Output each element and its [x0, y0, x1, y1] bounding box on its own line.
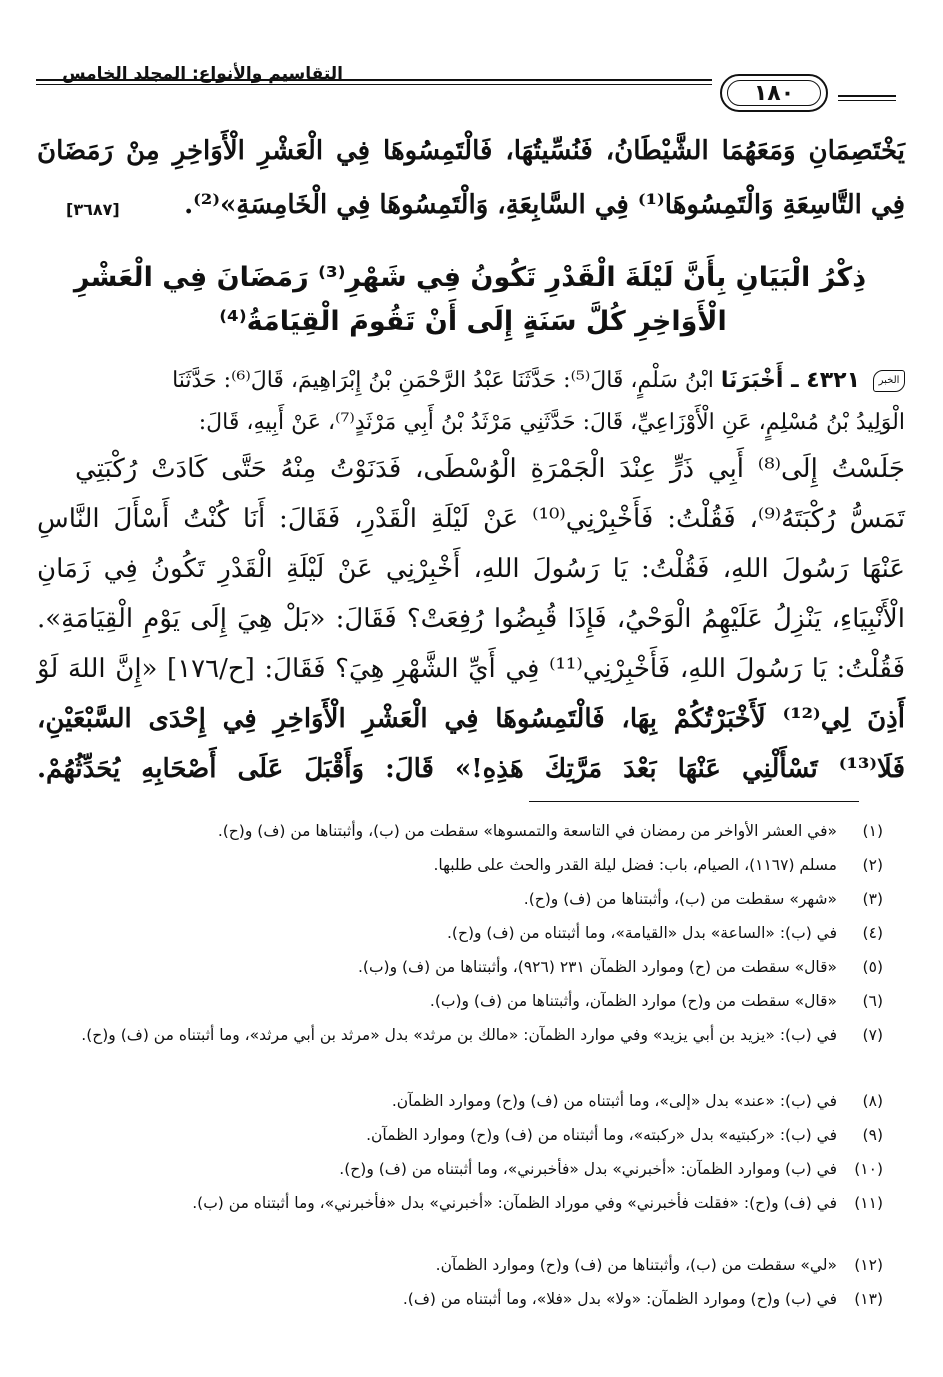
body-line: فِي التَّاسِعَةِ وَالْتَمِسُوهَا⁽¹⁾ فِي السَّابِعَةِ، وَالْتَمِسُوهَا فِي الْخَامِسَةِ»⁽²⁾.	[184, 190, 905, 220]
matn-line: أَذِنَ لِي⁽¹²⁾ لَأَخْبَرْتُكُمْ بِهَا، فَالْتَمِسُوهَا فِي الْعَشْرِ الْأَوَاخِرِ فِي إِحْدَى السَّبْعَيْنِ،	[37, 704, 905, 734]
matn-line: فَلَا⁽¹³⁾ تَسْأَلْنِي عَنْهَا بَعْدَ مَرَّتِكَ هَذِهِ!» قَالَ: وَأَقْبَلَ عَلَى أَصْحَابِهِ يُحَدِّثُهُمْ.	[37, 754, 905, 784]
footnote: (٩)في (ب): «ركبتيه» بدل «ركبته»، وما أثبتناه من (ف) و(ح) وموارد الظمآن.	[366, 1126, 883, 1144]
header-rule	[36, 79, 712, 81]
page-number-frame	[720, 74, 828, 112]
footnote: (٦)«قال» سقطت من و(ح) موارد الظمآن، وأثبتناها من (ف) و(ب).	[429, 992, 883, 1010]
header-rule	[838, 100, 896, 101]
matn-line: جَلَسْتُ إِلَى⁽⁸⁾ أَبِي ذَرٍّ عِنْدَ الْجَمْرَةِ الْوُسْطَى، فَدَنَوْتُ مِنْهُ حَتَّى كَادَتْ رُكْبَتِي	[75, 454, 905, 484]
footnote: (١٠)في (ب) وموارد الظمآن: «أخبرني» بدل «فأخبرني»، وما أثبتناه من (ف) و(ح).	[339, 1160, 883, 1178]
footnote: (٢)مسلم (١١٦٧)، الصيام، باب: فضل ليلة القدر والحث على طلبها.	[433, 856, 883, 874]
running-title: التقاسيم والأنواع: المجلد الخامس	[62, 64, 343, 84]
footnote: (٨)في (ب): «عند» بدل «إلى»، وما أثبتناه من (ف) و(ح) وموارد الظمآن.	[391, 1092, 883, 1110]
footnote: (٧)في (ب): «يزيد بن أبي يزيد» وفي موارد الظمآن: «مالك بن مرثد» بدل «مرثد بن أبي مرثد»، وما أثبتناه من (ف) و(ح).	[81, 1026, 883, 1044]
footnote: (١)«في العشر الأواخر من رمضان في التاسعة والتمسوها» سقطت من (ب)، وأثبتناها من (ف) و(ح).	[217, 822, 883, 840]
hadith-number: ٤٣٢١ ـ أَخْبَرَنَا	[720, 368, 860, 393]
isnad-line	[37, 368, 905, 393]
chapter-heading: الْأَوَاخِرِ كُلَّ سَنَةٍ إِلَى أَنْ تَقُومَ الْقِيَامَةُ⁽⁴⁾	[219, 306, 727, 337]
chapter-heading: ذِكْرُ الْبَيَانِ بِأَنَّ لَيْلَةَ الْقَدْرِ تَكُونُ فِي شَهْرِ⁽³⁾ رَمَضَانَ فِي الْعَشْرِ	[73, 262, 867, 293]
footnote: (٣)«شهر» سقطت من (ب)، وأثبتناها من (ف) و(ح).	[523, 890, 883, 908]
header-rule	[838, 95, 896, 97]
body-line: يَخْتَصِمَانِ وَمَعَهُمَا الشَّيْطَانُ، فَنُسِّيتُهَا، فَالْتَمِسُوهَا فِي الْعَشْرِ الْأَوَاخِرِ مِنْ رَمَضَانَ	[37, 136, 905, 166]
footnote: (١٢)«لي» سقطت من (ب)، وأثبتناها من (ف) و(ح) وموارد الظمآن.	[435, 1256, 883, 1274]
matn-line: الْأَنْبِيَاءِ، يَنْزِلُ عَلَيْهِمُ الْوَحْيُ، فَإِذَا قُبِضُوا رُفِعَتْ؟ فَقَالَ: «بَلْ هِيَ إِلَى يَوْمِ الْقِيَامَةِ».	[37, 604, 905, 634]
header-rule	[36, 84, 712, 85]
page-number: ١٨٠	[727, 80, 821, 106]
footnote: (١١)في (ف) و(ح): «فقلت فأخبرني» وفي موراد الظمآن: «أخبرني» بدل «فأخبرني»، وما أثبتناه من (ب).	[192, 1194, 883, 1212]
footnote: (٤)في (ب): «الساعة» بدل «القيامة»، وما أثبتناه من (ف) و(ح).	[446, 924, 883, 942]
hadith-reference: [٣٦٨٧]	[66, 200, 120, 219]
isnad-text: ابْنُ سَلْمٍ، قَالَ⁽⁵⁾: حَدَّثَنَا عَبْدُ الرَّحْمَنِ بْنُ إِبْرَاهِيمَ، قَالَ⁽⁶⁾: حَدَّثَنَا	[172, 368, 714, 393]
footnote: (١٣)في (ب) و(ح) وموارد الظمآن: «ولا» بدل «فلا»، وما أثبتناه من (ف).	[402, 1290, 883, 1308]
matn-line: تَمَسُّ رُكْبَتَهُ⁽⁹⁾، فَقُلْتُ: فَأَخْبِرْنِي⁽¹⁰⁾ عَنْ لَيْلَةِ الْقَدْرِ، فَقَالَ: أَنَا كُنْتُ أَسْأَلَ النَّاسِ	[37, 504, 905, 534]
matn-line: فَقُلْتُ: يَا رَسُولَ اللهِ، فَأَخْبِرْنِي⁽¹¹⁾ فِي أَيِّ الشَّهْرِ هِيَ؟ فَقَالَ: [ح/١٧٦] «إِنَّ اللهَ لَوْ	[37, 654, 906, 684]
isnad-line: الْوَلِيدُ بْنُ مُسْلِمٍ، عَنِ الْأَوْزَاعِيِّ، قَالَ: حَدَّثَنِي مَرْثَدُ بْنُ أَبِي مَرْثَدٍ⁽⁷⁾، عَنْ أَبِيهِ، قَالَ:	[198, 410, 905, 435]
footnote: (٥)«قال» سقطت من (ح) وموارد الظمآن ٢٣١ (٩٢٦)، وأثبتناها من (ف) و(ب).	[357, 958, 883, 976]
hadith-badge-icon: الخبر	[873, 370, 905, 392]
matn-line: عَنْهَا رَسُولَ اللهِ، فَقُلْتُ: يَا رَسُولَ اللهِ، أَخْبِرْنِي عَنْ لَيْلَةِ الْقَدْرِ تَكُونُ فِي زَمَانِ	[37, 554, 905, 584]
footnote-separator	[529, 801, 859, 802]
